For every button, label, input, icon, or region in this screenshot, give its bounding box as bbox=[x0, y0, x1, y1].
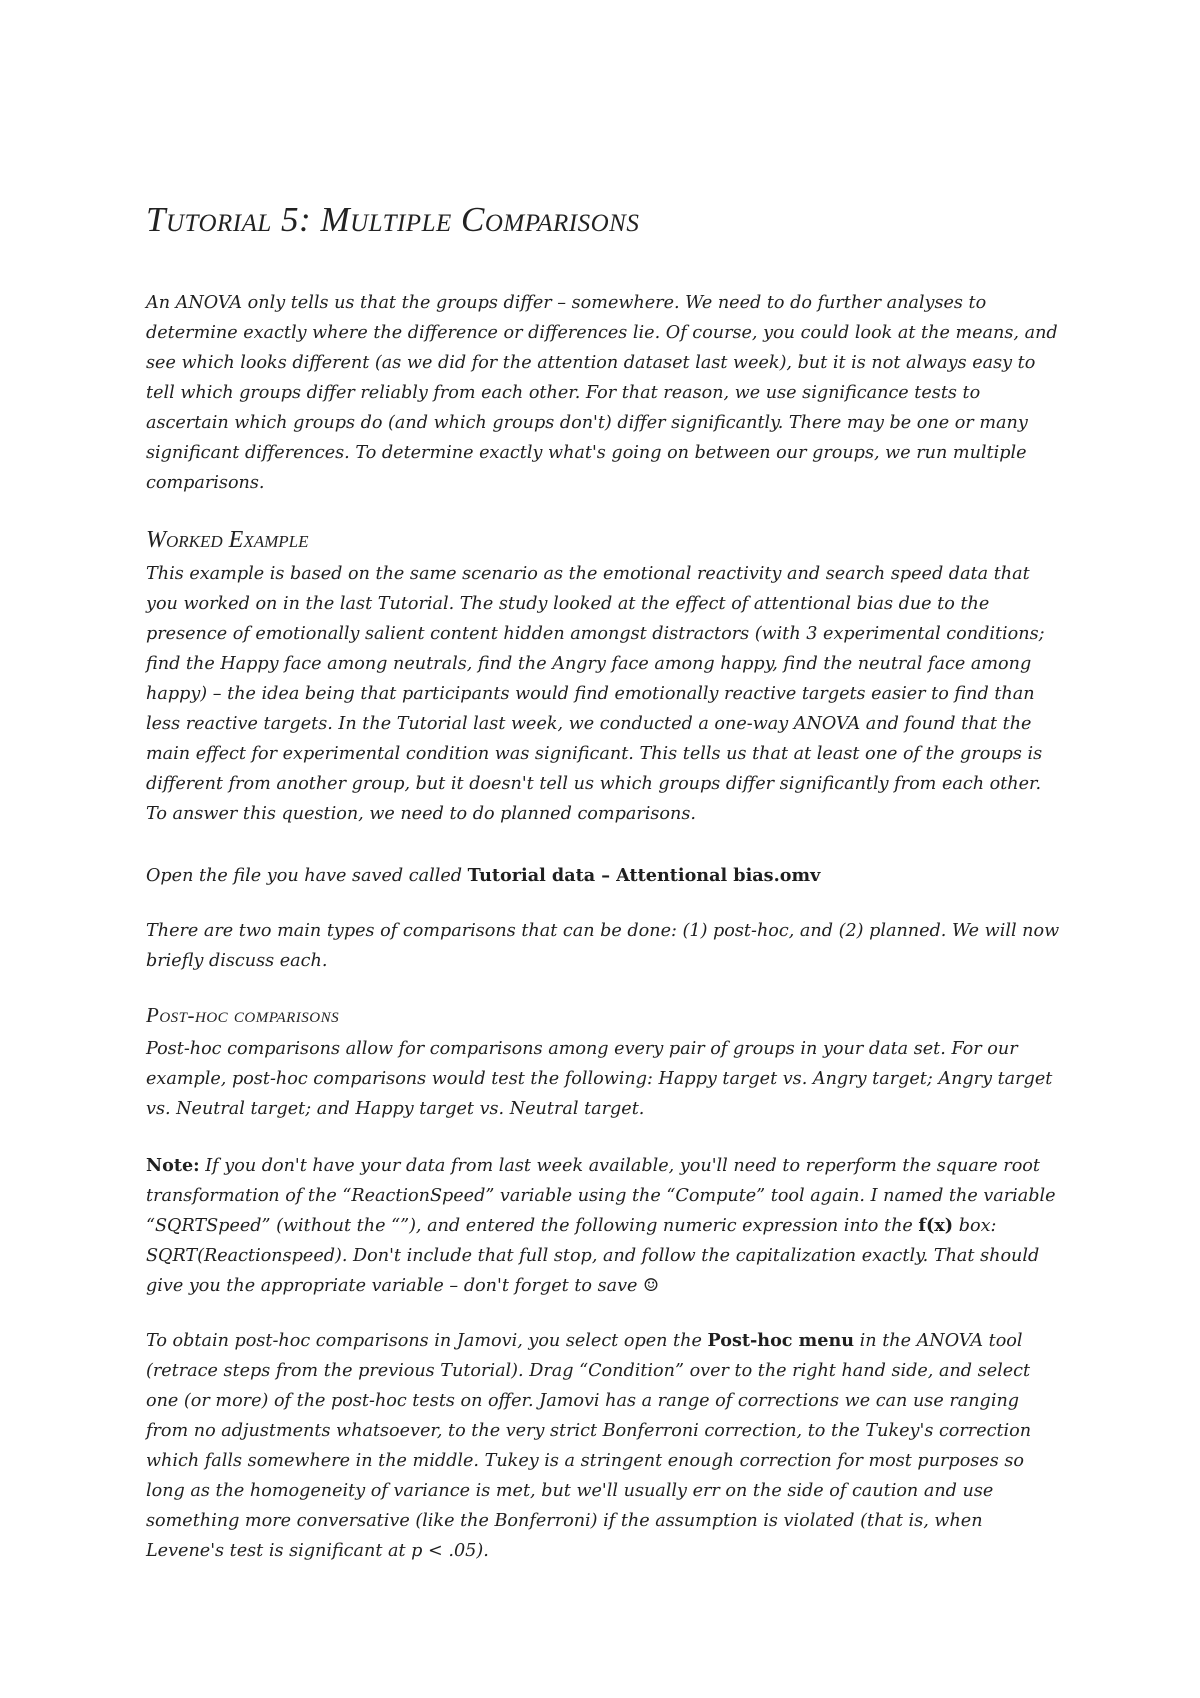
smiley-icon: ☺ bbox=[643, 1276, 659, 1296]
obtain-suffix: in the ANOVA tool (retrace steps from the previous Tutorial). Drag “Condition” over to the right hand side, and select one (or more) of the post-hoc tests on offer. Jamovi has a range of corrections we can use ranging from no adjustments whatsoever, to the very strict Bonferroni correction, to the Tukey's correction which falls somewhere in the middle. Tukey is a stringent enough correction for most purposes so long as the homogeneity of variance is met, but we'll usually err on the side of caution and use something more conversative (like the Bonferroni) if the assumption is violated (that is, when Levene's test is significant at p < .05). bbox=[146, 1331, 1032, 1561]
intro-paragraph: An ANOVA only tells us that the groups differ – somewhere. We need to do further analyses to determine exactly where the difference or differences lie. Of course, you could look at the means, and see which looks different (as we did for the attention dataset last week), but it is not always easy to tell which groups differ reliably from each other. For that reason, we use significance tests to ascertain which groups do (and which groups don't) differ significantly. There may be one or many significant differences. To determine exactly what's going on between our groups, we run multiple comparisons. bbox=[146, 293, 1058, 493]
fx-label: f(x) bbox=[918, 1215, 954, 1236]
open-file-prefix: Open the file you have saved called bbox=[146, 866, 468, 886]
worked-example-heading: Worked Example bbox=[146, 527, 309, 553]
note-label: Note: bbox=[146, 1155, 200, 1176]
worked-example-paragraph: This example is based on the same scenario as the emotional reactivity and search speed data that you worked on in the last Tutorial. The study looked at the effect of attentional bias due to the presence of emotionally salient content hidden amongst distractors (with 3 experimental conditions; find the Happy face among neutrals, find the Angry face among happy, find the neutral face among happy) – the idea being that participants would find emotionally reactive targets easier to find than less reactive targets. In the Tutorial last week, we conducted a one-way ANOVA and found that the main effect for experimental condition was significant. This tells us that at least one of the groups is different from another group, but it doesn't tell us which groups differ significantly from each other. To answer this question, we need to do planned comparisons. bbox=[146, 564, 1045, 824]
document-title: Tutorial 5: Multiple Comparisons bbox=[146, 200, 640, 239]
note-text-part-1: If you don't have your data from last week available, you'll need to reperform the square root transformation of the “ReactionSpeed” variable using the “Compute” tool again. I named the variable “SQRTSpeed” (without the “”), and entered the following numeric expression into the bbox=[146, 1156, 1056, 1236]
post-hoc-menu-label: Post-hoc menu bbox=[707, 1330, 855, 1351]
comparison-types-paragraph: There are two main types of comparisons that can be done: (1) post-hoc, and (2) planned. We will now briefly discuss each. bbox=[146, 921, 1060, 971]
open-file-paragraph bbox=[146, 861, 1066, 891]
post-hoc-heading: Post-hoc comparisons bbox=[146, 1003, 340, 1027]
note-text-part-2: box: SQRT(Reactionspeed). Don't include that full stop, and follow the capitalization exactly. That should give you the appropriate variable – don't forget to save bbox=[146, 1216, 1040, 1296]
open-file-name: Tutorial data – Attentional bias.omv bbox=[467, 865, 821, 886]
note-paragraph bbox=[146, 1151, 1066, 1301]
obtain-post-hoc-paragraph bbox=[146, 1326, 1066, 1566]
post-hoc-paragraph: Post-hoc comparisons allow for comparisons among every pair of groups in your data set. For our example, post-hoc comparisons would test the following: Happy target vs. Angry target; Angry target vs. Neutral target; and Happy target vs. Neutral target. bbox=[146, 1039, 1053, 1119]
obtain-prefix: To obtain post-hoc comparisons in Jamovi, you select open the bbox=[146, 1331, 708, 1351]
